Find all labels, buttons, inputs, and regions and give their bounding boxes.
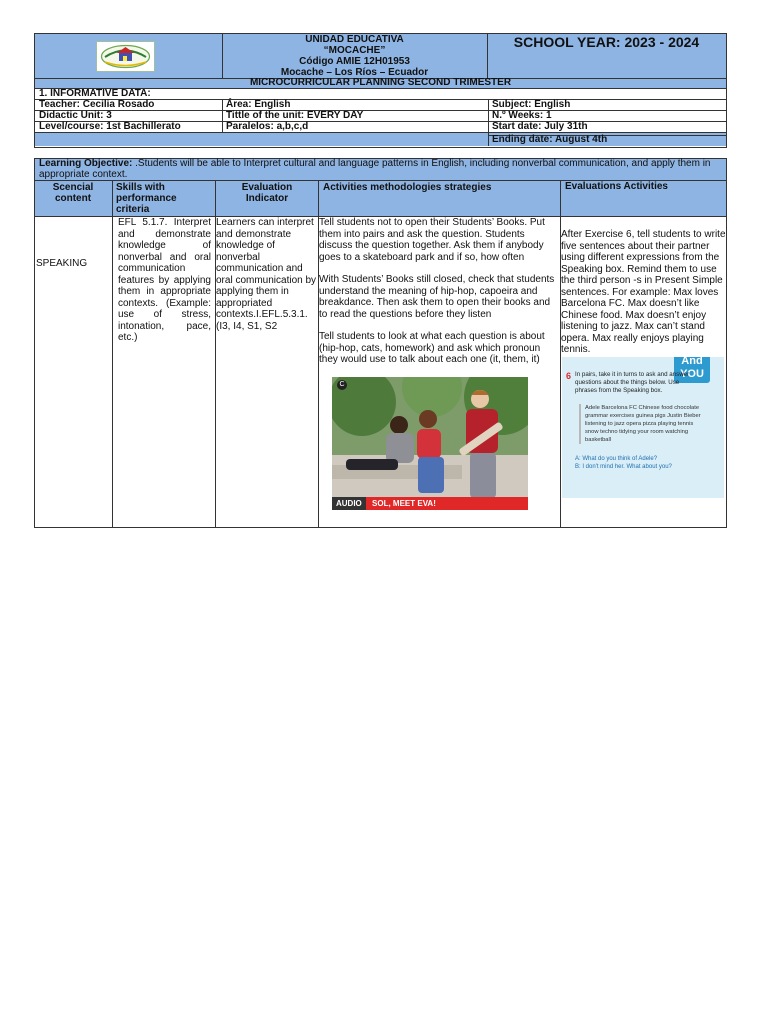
skills-text: EFL 5.1.7. Interpret and demonstrate knowledge of nonverbal and oral communication features by applying them in appropriate contexts. (Example: use of stress, intonation, pace, etc.)	[118, 217, 211, 343]
photo-caption-bar	[332, 497, 528, 510]
planning-table	[34, 180, 727, 528]
teacher-field: Teacher: Cecilia Rosado	[39, 99, 155, 110]
evaluation-activities-text: After Exercise 6, tell students to write five sentences about their partner using different expressions from the Speaking box. Remind them to use the third person -s in Present Simple sentences. For example: Max loves Barcelona FC. Max doesn’t like Chinese food. Max doesn’t enjoy listening to jazz. Max can’t stand opera. Max really enjoys playing tennis.	[561, 229, 726, 355]
col-header-evaluation: Evaluation Indicator	[241, 182, 293, 204]
activities-paragraph-3: Tell students to look at what each question is about (hip-hop, cats, homework) and ask which pronoun they would use to talk about each one (it, them, it)	[319, 331, 545, 365]
informative-section-title: 1. INFORMATIVE DATA:	[39, 88, 151, 99]
didactic-unit-field: Didactic Unit: 3	[39, 110, 112, 121]
activities-paragraph-2: With Students’ Books still closed, check that students understand the meaning of hip-hop, capoeira and breakdance. Then ask them to open their books and to read the questions before they listen	[319, 274, 555, 320]
planning-title: MICROCURRICULAR PLANNING SECOND TRIMESTER	[249, 77, 512, 88]
amie-code: Código AMIE 12H01953	[299, 56, 410, 67]
informative-data-table	[34, 89, 727, 148]
subject-field: Subject: English	[492, 99, 571, 110]
activities-text	[318, 217, 559, 366]
publisher-logo-icon: C	[337, 380, 347, 390]
unit-title-field: Tittle of the unit: EVERY DAY	[226, 110, 364, 121]
exercise-word-list: Adele Barcelona FC Chinese food chocolate grammar exercises guinea pigs Justin Bieber listening to jazz opera pizza playing tennis snow techno tidying your room watching basketball	[579, 404, 703, 444]
school-logo	[96, 41, 155, 72]
activities-paragraph-1: Tell students not to open their Students’ Books. Put them into pairs and ask the question. Students discuss the question together. Ask them if anybody goes to a skateboard park and if so, how often	[319, 217, 545, 263]
header-block	[34, 33, 727, 89]
audio-label: AUDIO	[332, 497, 366, 510]
and-you-badge: And YOU	[674, 357, 710, 383]
learning-objective-text: .Students will be able to Interpret cultural and language patterns in English, including nonverbal communication, and apply them in appropriate context.	[39, 158, 711, 180]
evaluation-indicator-text: Learners can interpret and demonstrate knowledge of nonverbal communication and oral communication by applying them in appropriated contexts.I.EFL.5.3.1. (I3, I4, S1, S2	[216, 217, 317, 332]
school-name: UNIDAD EDUCATIVA	[305, 34, 404, 45]
school-location: Mocache – Los Ríos – Ecuador	[280, 67, 429, 78]
exercise-line-a: A: What do you think of Adele?	[575, 456, 658, 462]
school-quoted-name: “MOCACHE”	[323, 45, 386, 56]
col-header-skills: Skills with performance criteria	[116, 182, 177, 215]
start-date-field: Start date: July 31th	[492, 121, 588, 132]
exercise-instruction: In pairs, take it in turns to ask and answer questions about the things below. Use phrases from the Speaking box.	[575, 371, 690, 394]
paralelos-field: Paralelos: a,b,c,d	[226, 121, 309, 132]
weeks-field: N.º Weeks: 1	[492, 110, 552, 121]
school-year: SCHOOL YEAR: 2023 - 2024	[513, 34, 700, 50]
col-header-scencial: Scencial content	[52, 182, 94, 204]
ending-date-field: Ending date: August 4th	[492, 134, 608, 145]
photo-caption: SOL, MEET EVA!	[372, 499, 436, 508]
area-field: Área: English	[226, 99, 291, 110]
col-header-activities: Activities methodologies strategies	[323, 182, 492, 193]
level-field: Level/course: 1st Bachillerato	[39, 121, 181, 132]
skatepark-photo	[332, 377, 528, 510]
learning-objective-label: Learning Objective:	[39, 158, 133, 169]
textbook-exercise-box	[562, 357, 724, 498]
exercise-line-b: B: I don't mind her. What about you?	[575, 464, 672, 470]
learning-objective	[34, 158, 727, 180]
exercise-number: 6	[566, 371, 572, 381]
content-speaking: SPEAKING	[36, 258, 88, 269]
col-header-eval-activities: Evaluations Activities	[565, 181, 668, 192]
